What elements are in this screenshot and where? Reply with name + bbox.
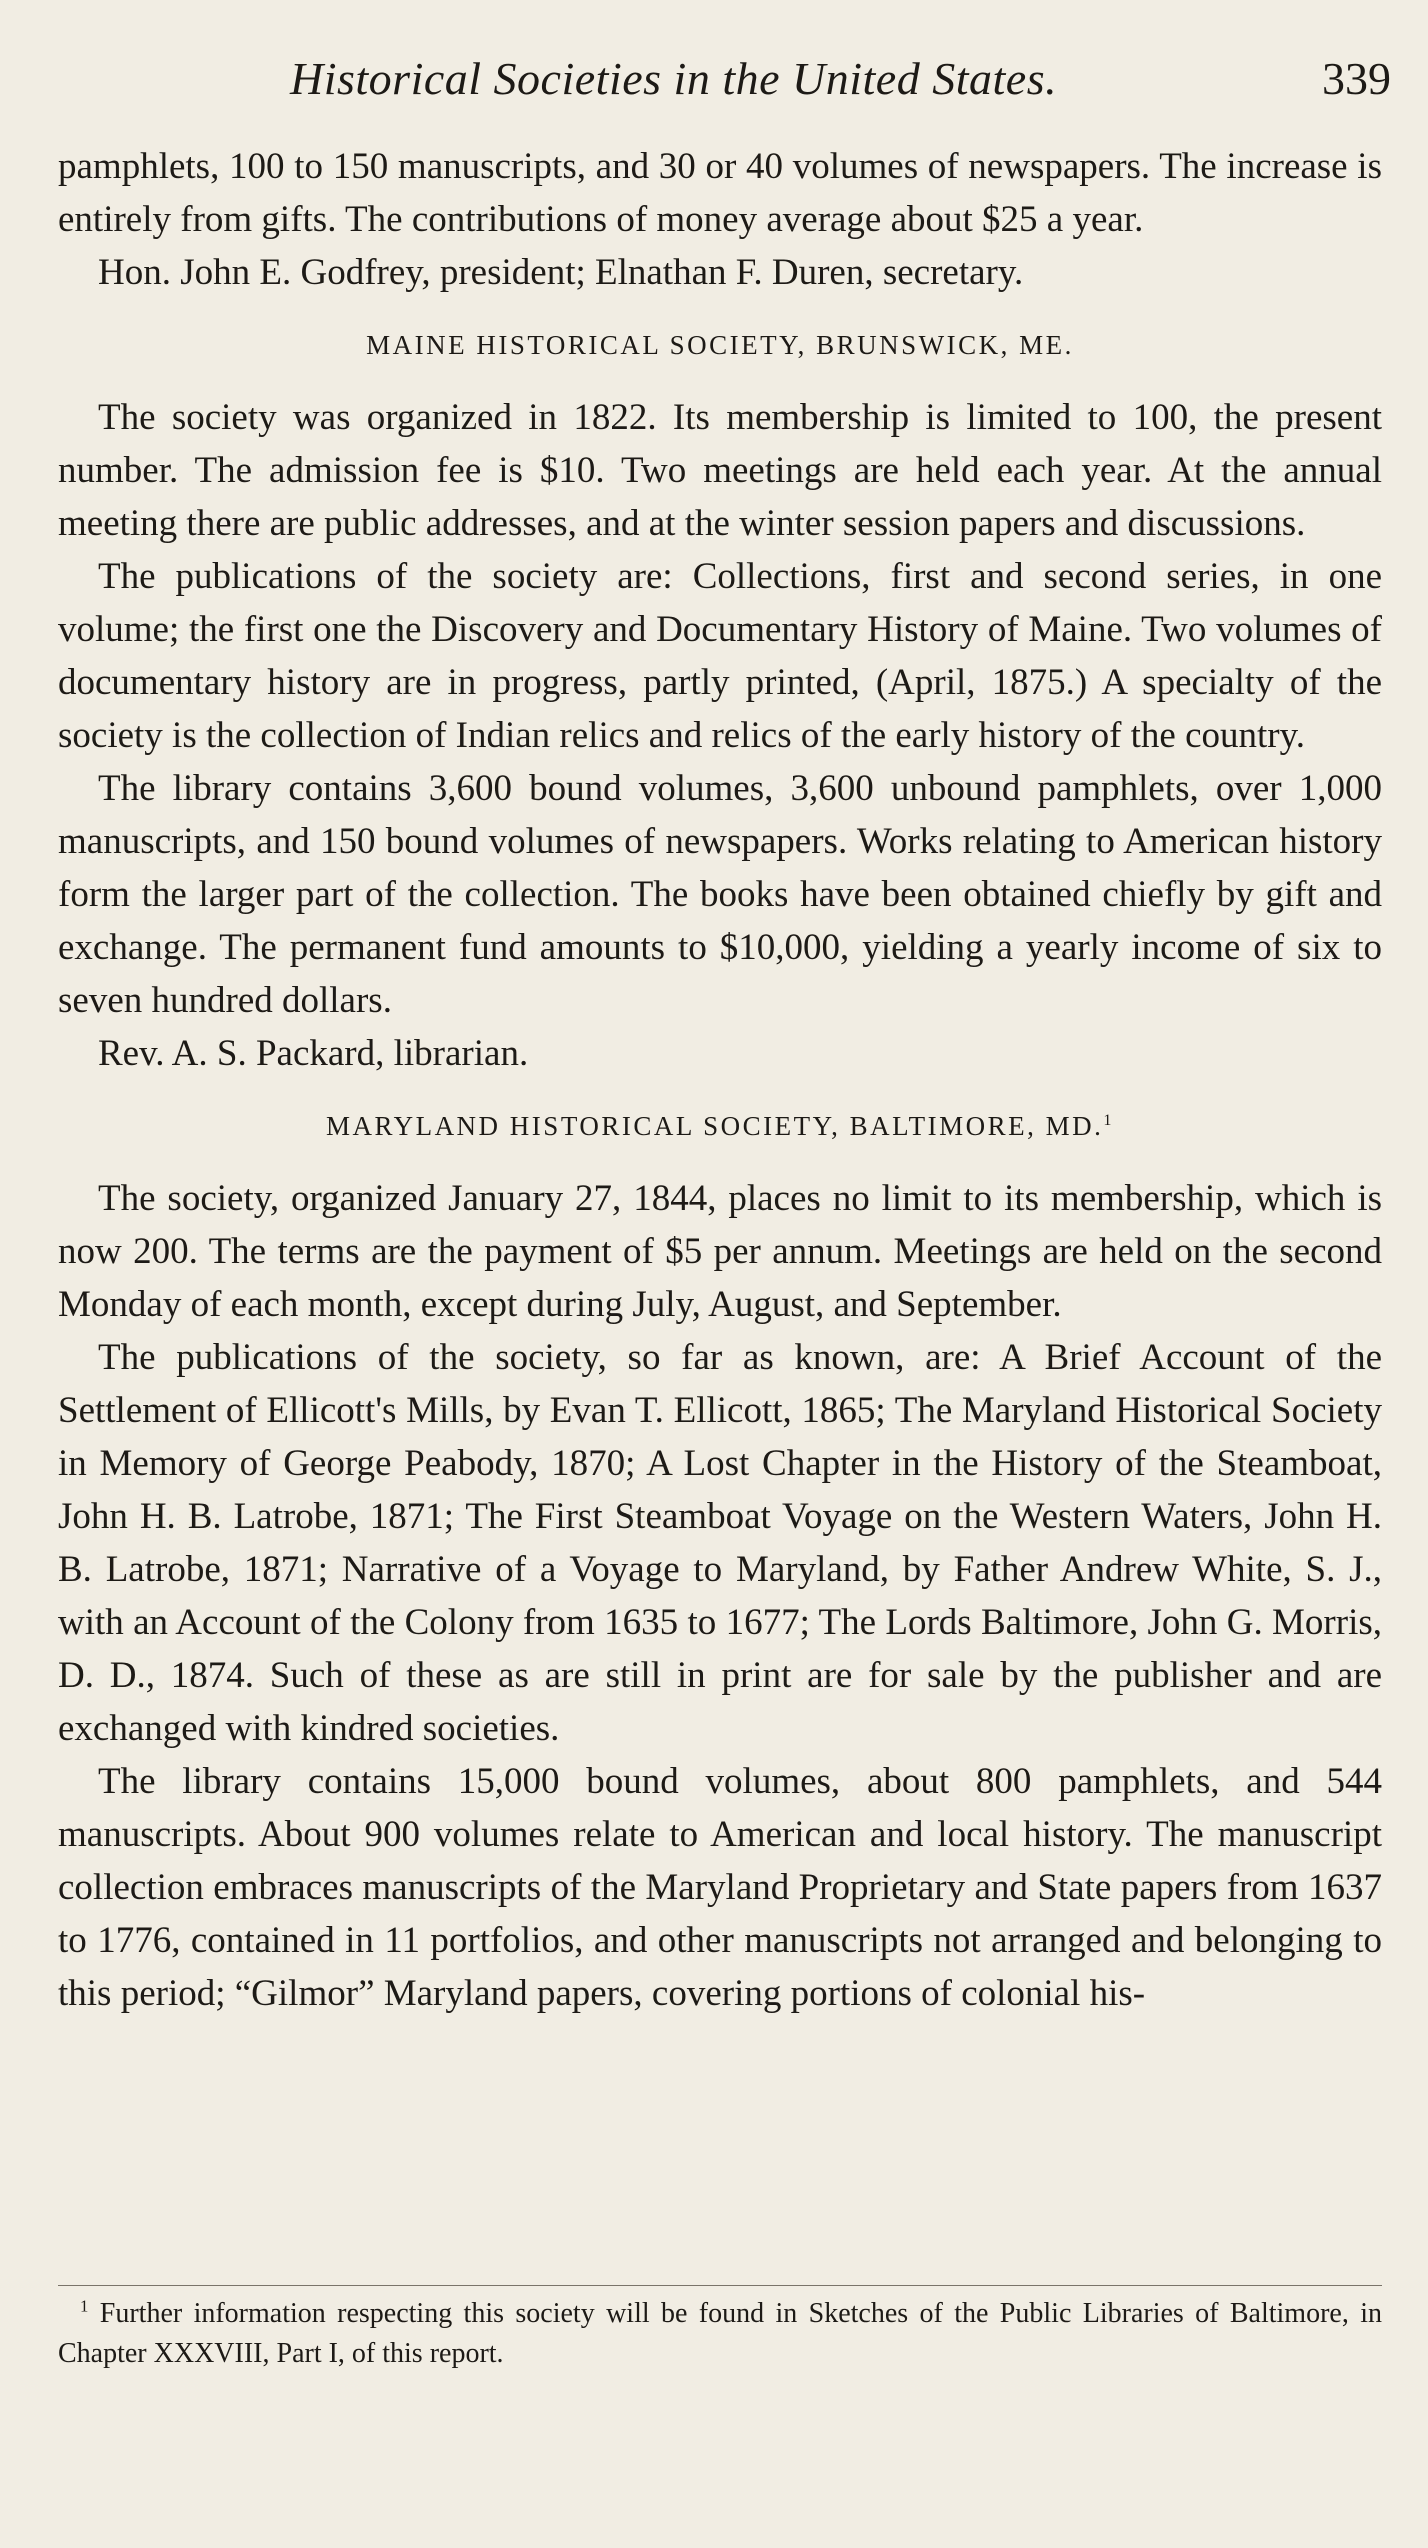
maine-librarian-line: Rev. A. S. Packard, librarian. (98, 1033, 529, 1074)
maine-paragraph-publications: The publications of the society are: Collections, first and second series, in one volume; the first one the Discovery and Documentary History of Maine. Two volumes of documentary history are in progress, partly printed, (April, 1875.) A specialty of the society is the collection of Indian relics and relics of the early history of the country. (58, 556, 1382, 756)
running-head (0, 44, 1428, 114)
section-heading-maryland (58, 1106, 1382, 1146)
maryland-heading-text: MARYLAND HISTORICAL SOCIETY, BALTIMORE, MD. (326, 1111, 1104, 1141)
body-text (58, 140, 1382, 2020)
footnote (58, 2294, 1382, 2374)
officers-line: Hon. John E. Godfrey, president; Elnathan F. Duren, secretary. (98, 252, 1024, 293)
page-number: 339 (1322, 53, 1391, 104)
maine-paragraph-organization: The society was organized in 1822. Its membership is limited to 100, the present number. The admission fee is $10. Two meetings are held each year. At the annual meeting there are public addresses, and at the winter session papers and discussions. (58, 397, 1382, 544)
footnote-text: Further information respecting this society will be found in Sketches of the Public Libraries of Baltimore, in Chapter XXXVIII, Part I, of this report. (58, 2298, 1382, 2369)
maryland-paragraph-publications: The publications of the society, so far as known, are: A Brief Account of the Settlement of Ellicott's Mills, by Evan T. Ellicott, 1865; The Maryland Historical Society in Memory of George Peabody, 1870; A Lost Chapter in the History of the Steamboat, John H. B. Latrobe, 1871; The First Steamboat Voyage on the Western Waters, John H. B. Latrobe, 1871; Narrative of a Voyage to Maryland, by Father Andrew White, S. J., with an Account of the Colony from 1635 to 1677; The Lords Baltimore, John G. Morris, D. D., 1874. Such of these as are still in print are for sale by the publisher and are exchanged with kindred societies. (58, 1337, 1382, 1749)
maryland-paragraph-library: The library contains 15,000 bound volumes, about 800 pamphlets, and 544 manuscripts. About 900 volumes relate to American and local history. The manuscript collection embraces manuscripts of the Maryland Proprietary and State papers from 1637 to 1776, contained in 11 portfolios, and other manuscripts not arranged and belonging to this period; “Gilmor” Maryland papers, covering portions of colonial his- (58, 1761, 1382, 2014)
maryland-paragraph-organization: The society, organized January 27, 1844, places no limit to its membership, which is now 200. The terms are the payment of $5 per annum. Meetings are held on the second Monday of each month, except during July, August, and September. (58, 1178, 1382, 1325)
continued-paragraph: pamphlets, 100 to 150 manuscripts, and 30 or 40 volumes of newspapers. The increase is entirely from gifts. The contributions of money average about $25 a year. (58, 146, 1382, 240)
running-title: Historical Societies in the United States. (290, 53, 1058, 104)
footnote-reference: 1 (1103, 1111, 1114, 1129)
footnote-divider (58, 2285, 1382, 2286)
footnote-marker: 1 (80, 2296, 89, 2316)
section-heading-maine: MAINE HISTORICAL SOCIETY, BRUNSWICK, ME. (366, 330, 1074, 360)
maine-paragraph-library: The library contains 3,600 bound volumes, 3,600 unbound pamphlets, over 1,000 manuscripts, and 150 bound volumes of newspapers. Works relating to American history form the larger part of the collection. The books have been obtained chiefly by gift and exchange. The permanent fund amounts to $10,000, yielding a yearly income of six to seven hundred dollars. (58, 768, 1382, 1021)
